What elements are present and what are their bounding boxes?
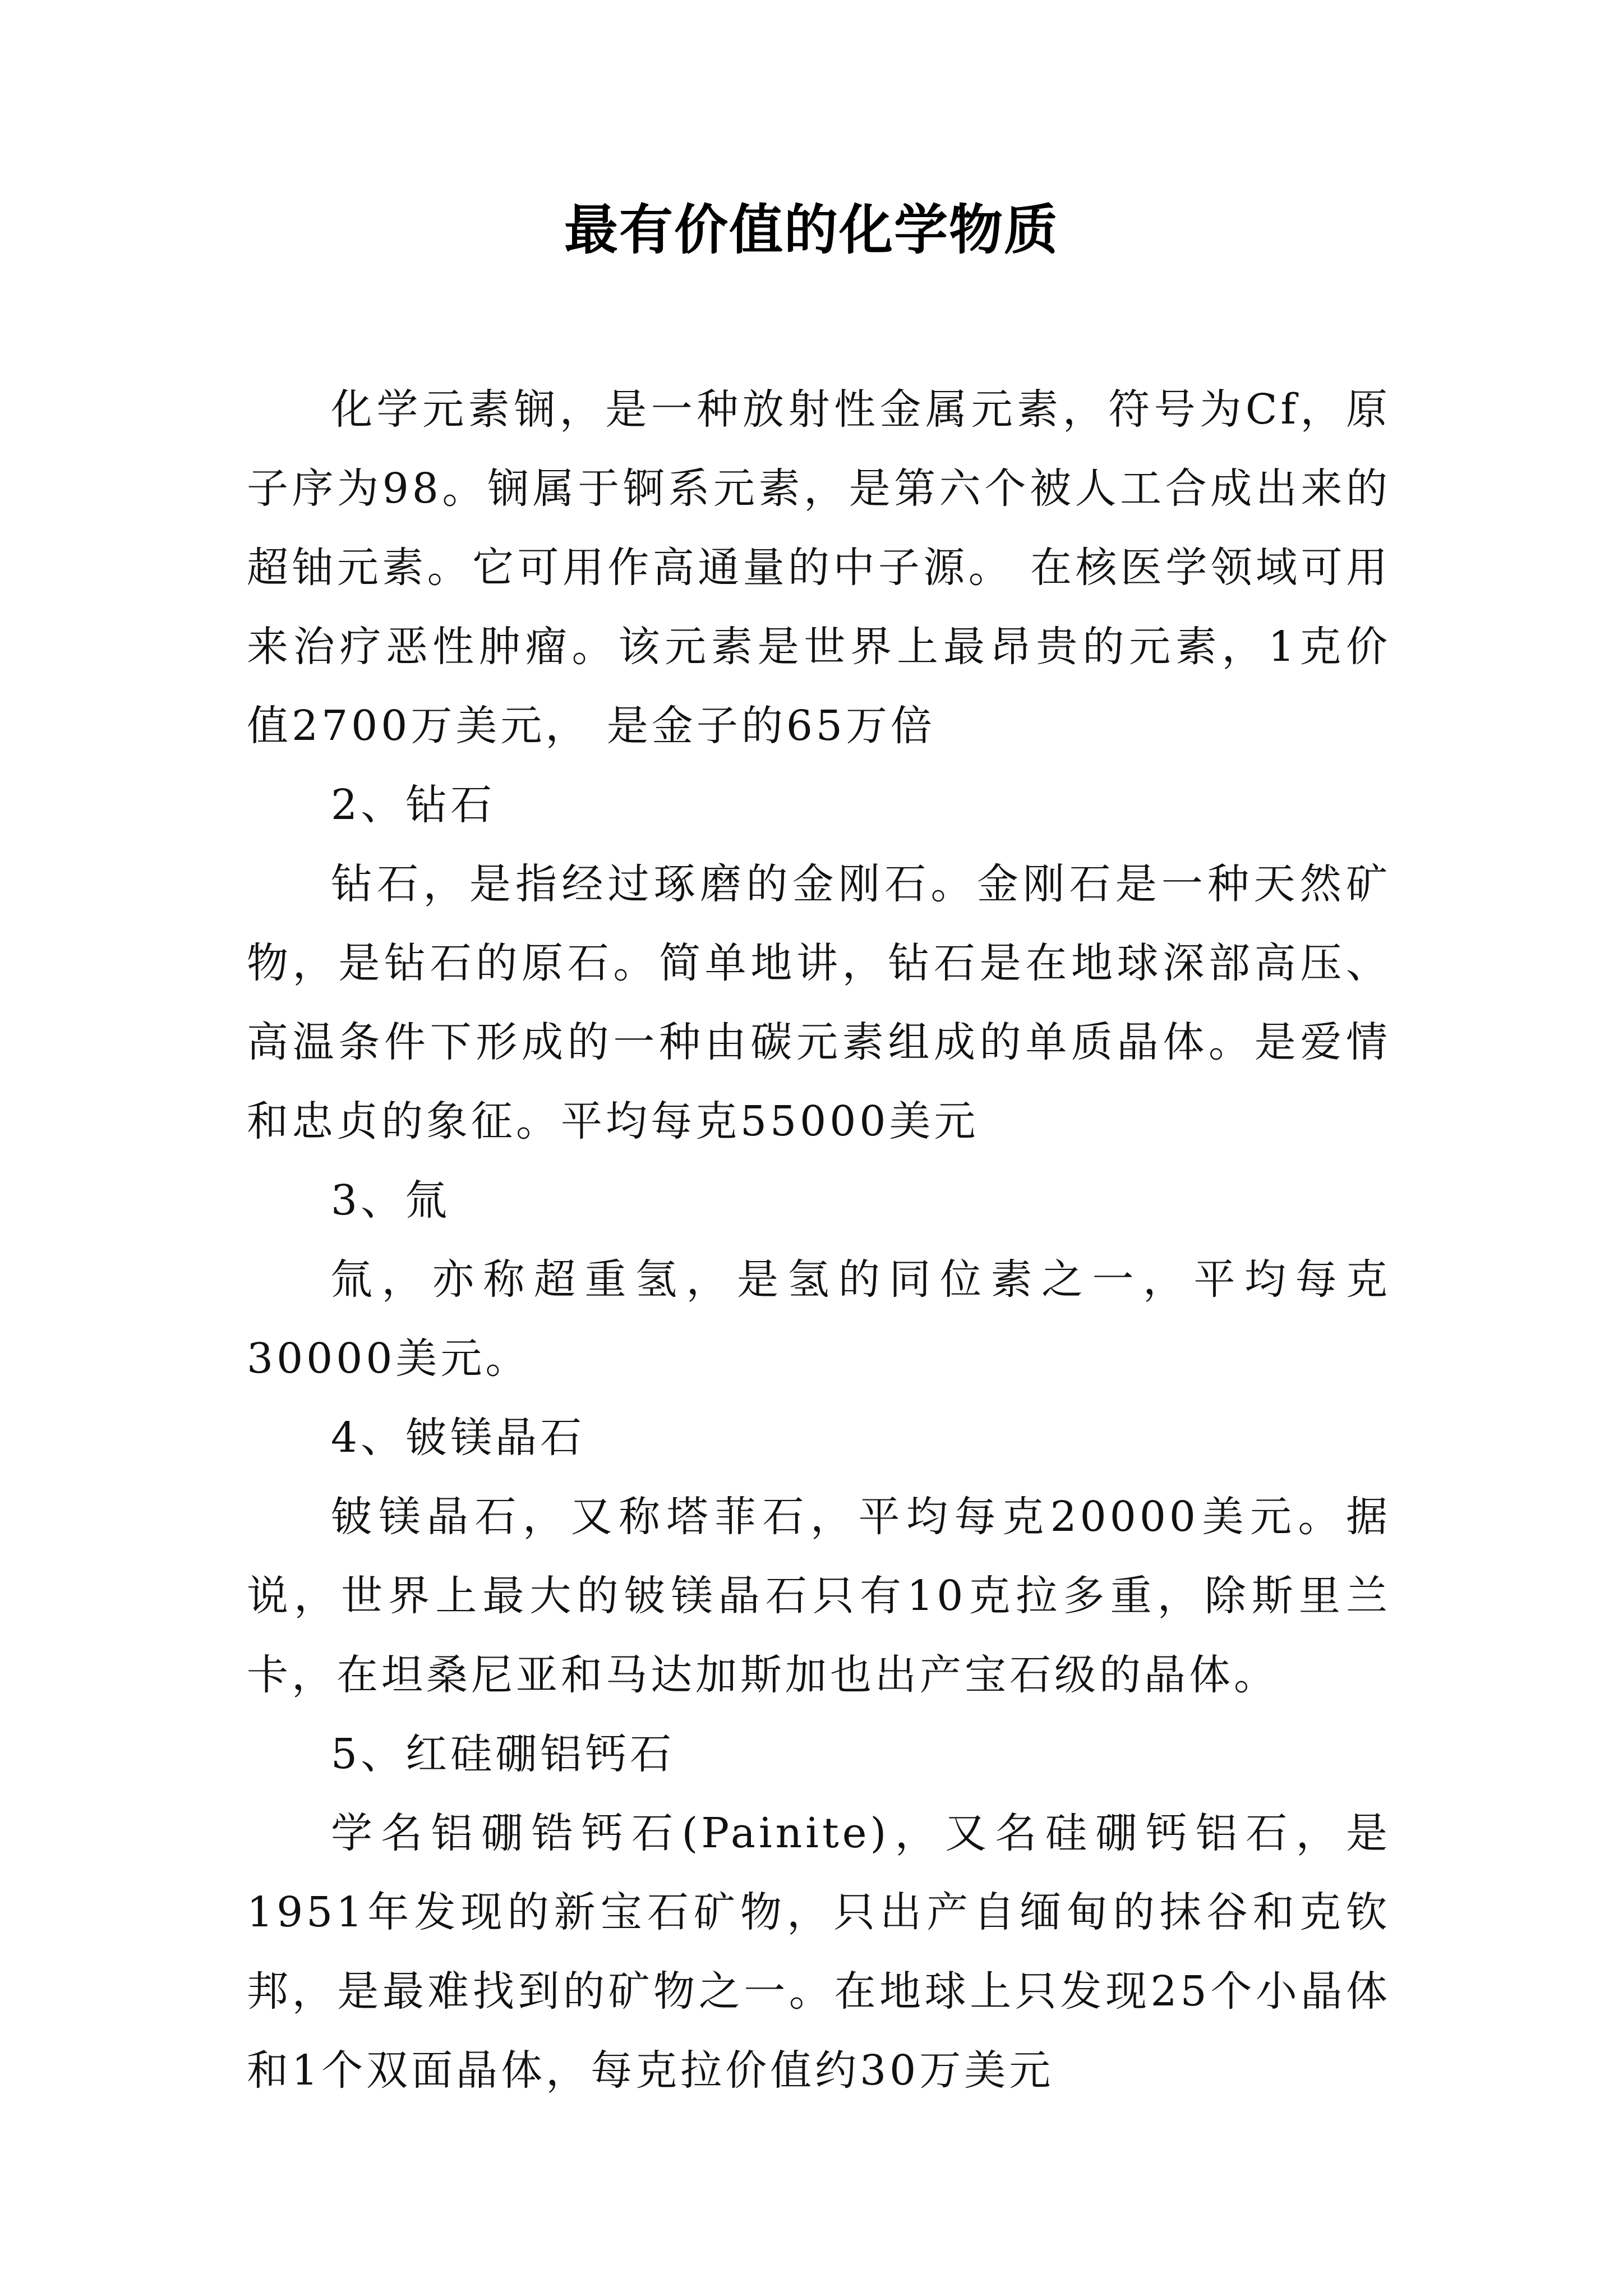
heading-painite: 5、红硅硼铝钙石 — [331, 1730, 675, 1778]
paragraph-tritium: 氚，亦称超重氢，是氢的同位素之一，平均每克30000美元。 — [247, 1255, 1391, 1383]
paragraph-painite: 学名铝硼锆钙石(Painite)，又名硅硼钙铝石，是1951年发现的新宝石矿物，只出产自缅甸的抹谷和克钦邦，是最难找到的矿物之一。在地球上只发现25个小晶体和1个双面晶体，每克拉价值约30万美元 — [247, 1809, 1391, 2095]
paragraph-diamond: 钻石，是指经过琢磨的金刚石。金刚石是一种天然矿物，是钻石的原石。简单地讲，钻石是在地球深部高压、高温条件下形成的一种由碳元素组成的单质晶体。是爱情和忠贞的象征。平均每克55000美元 — [247, 860, 1391, 1145]
heading-diamond: 2、钻石 — [331, 781, 496, 829]
paragraph-californium: 化学元素锎，是一种放射性金属元素，符号为Cf，原子序为98。锎属于锕系元素，是第六个被人工合成出来的超铀元素。它可用作高通量的中子源。 在核医学领域可用来治疗恶性肿瘤。该元素是世界上最昂贵的元素，1克价值2700万美元， 是金子的65万倍 — [247, 385, 1391, 750]
paragraph-taaffeite: 铍镁晶石，又称塔菲石，平均每克20000美元。据说，世界上最大的铍镁晶石只有10克拉多重，除斯里兰卡，在坦桑尼亚和马达加斯加也出产宝石级的晶体。 — [247, 1493, 1391, 1699]
heading-tritium: 3、氚 — [331, 1176, 451, 1225]
page-title: 最有价值的化学物质 — [564, 198, 1059, 261]
document-body — [247, 370, 1391, 2110]
heading-taaffeite: 4、铍镁晶石 — [331, 1414, 585, 1462]
